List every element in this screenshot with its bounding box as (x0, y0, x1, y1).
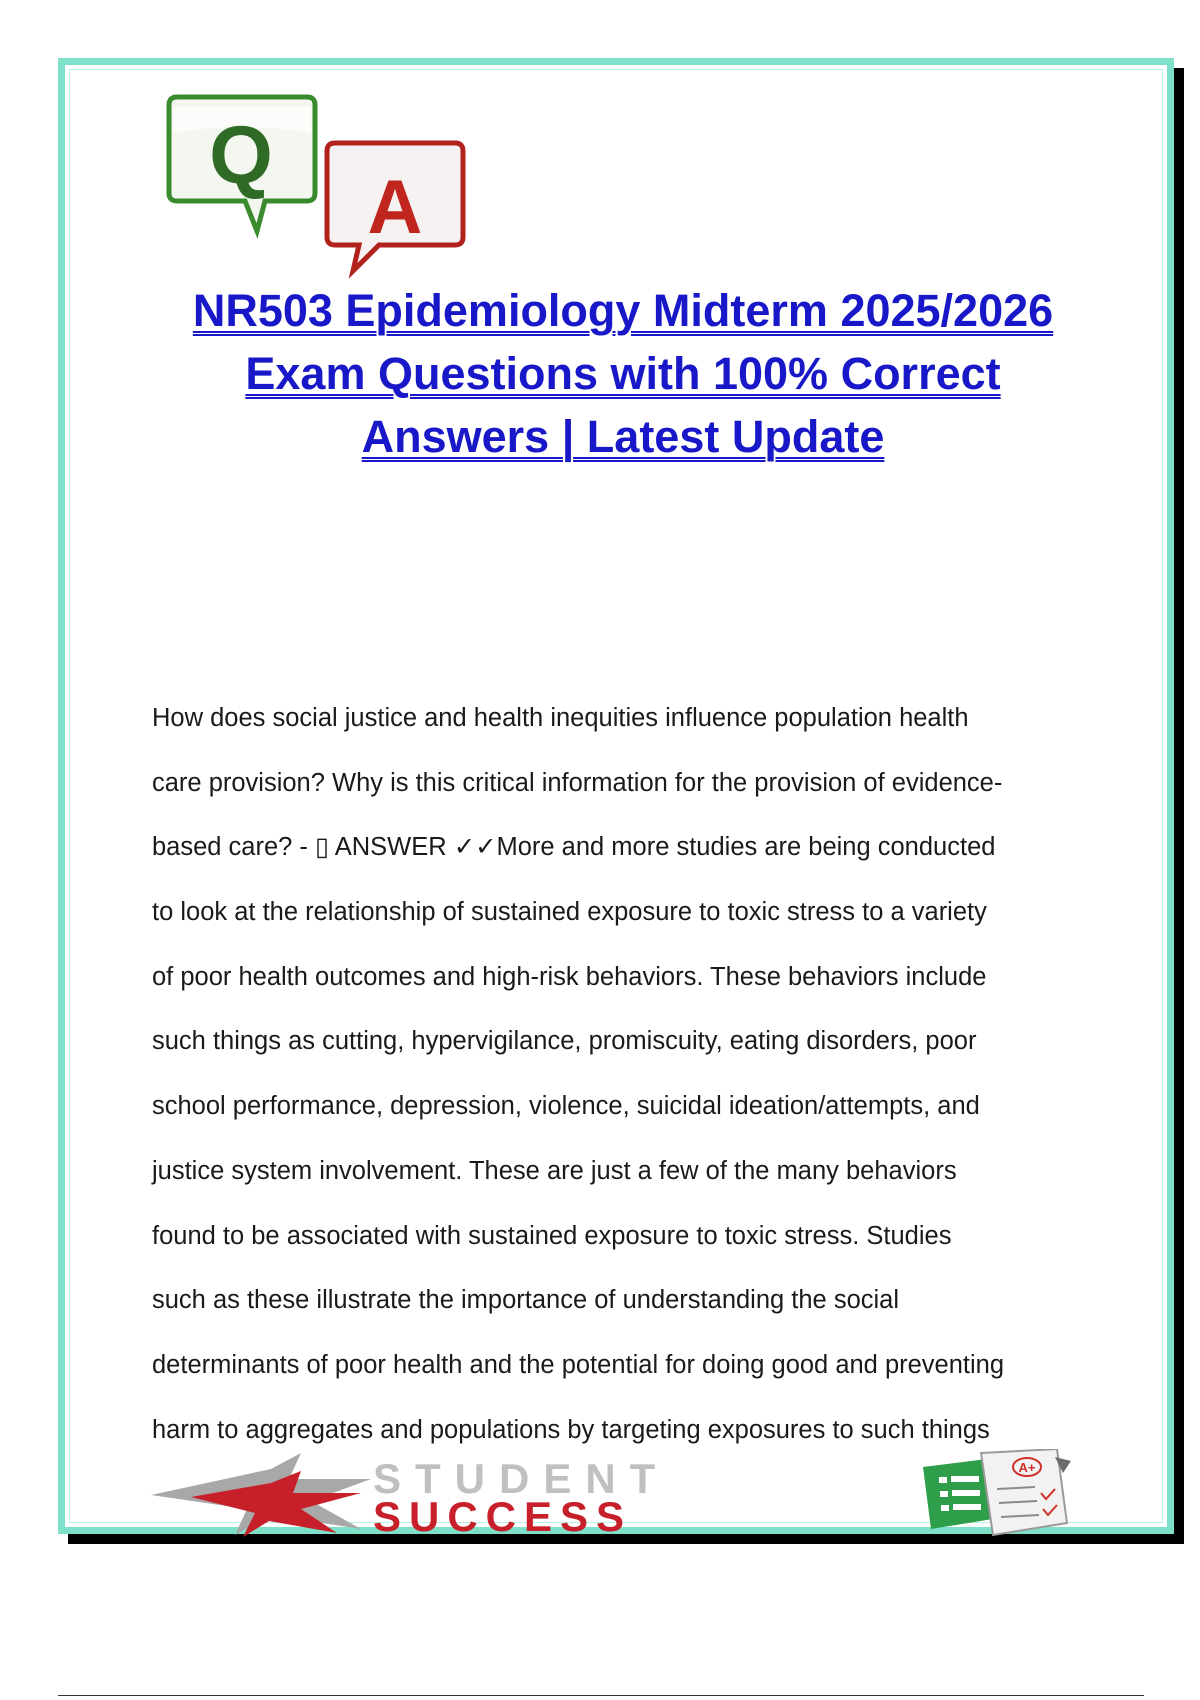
brand-top-word: STUDENT (373, 1455, 670, 1502)
qa-logo (157, 93, 477, 283)
q-bubble-icon (169, 97, 315, 231)
text-line: harm to aggregates and populations by targeting exposures to such things (152, 1415, 990, 1444)
page-frame (58, 58, 1174, 1537)
logo-q-letter: Q (209, 110, 273, 201)
question-answer-text (152, 703, 1112, 1479)
text-line: care provision? Why is this critical information for the provision of evidence- (152, 768, 1003, 797)
text-line: of poor health outcomes and high-risk behaviors. These behaviors include (152, 962, 987, 991)
title-line-2: Exam Questions with 100% Correct (245, 348, 1001, 399)
grade-badge: A+ (1018, 1460, 1036, 1475)
text-line: to look at the relationship of sustained exposure to toxic stress to a variety (152, 898, 987, 927)
text-line: justice system involvement. These are just a few of the many behaviors (152, 1156, 957, 1185)
title-line-3: Answers | Latest Update (361, 411, 885, 462)
student-success-logo (151, 1449, 1111, 1537)
a-bubble-icon (327, 143, 463, 271)
text-line: such things as cutting, hypervigilance, promiscuity, eating disorders, poor (152, 1027, 977, 1056)
document-title (125, 279, 1121, 468)
bottom-rule (58, 1695, 1144, 1696)
title-line-1: NR503 Epidemiology Midterm 2025/2026 (192, 285, 1054, 336)
text-line: found to be associated with sustained exposure to toxic stress. Studies (152, 1221, 952, 1250)
logo-a-letter: A (367, 165, 423, 250)
text-line: based care? - ▯ ANSWER ✓✓More and more studies are being conducted (152, 833, 996, 862)
text-line: such as these illustrate the importance of understanding the social (152, 1286, 900, 1315)
brand-bottom-word: SUCCESS (373, 1493, 633, 1537)
graded-paper-icon (981, 1449, 1071, 1535)
text-line: school performance, depression, violence, suicidal ideation/attempts, and (152, 1092, 980, 1121)
star-swoosh-icon (151, 1453, 371, 1537)
text-line: How does social justice and health inequities influence population health (152, 704, 969, 732)
text-line: determinants of poor health and the potential for doing good and preventing (152, 1350, 1005, 1379)
